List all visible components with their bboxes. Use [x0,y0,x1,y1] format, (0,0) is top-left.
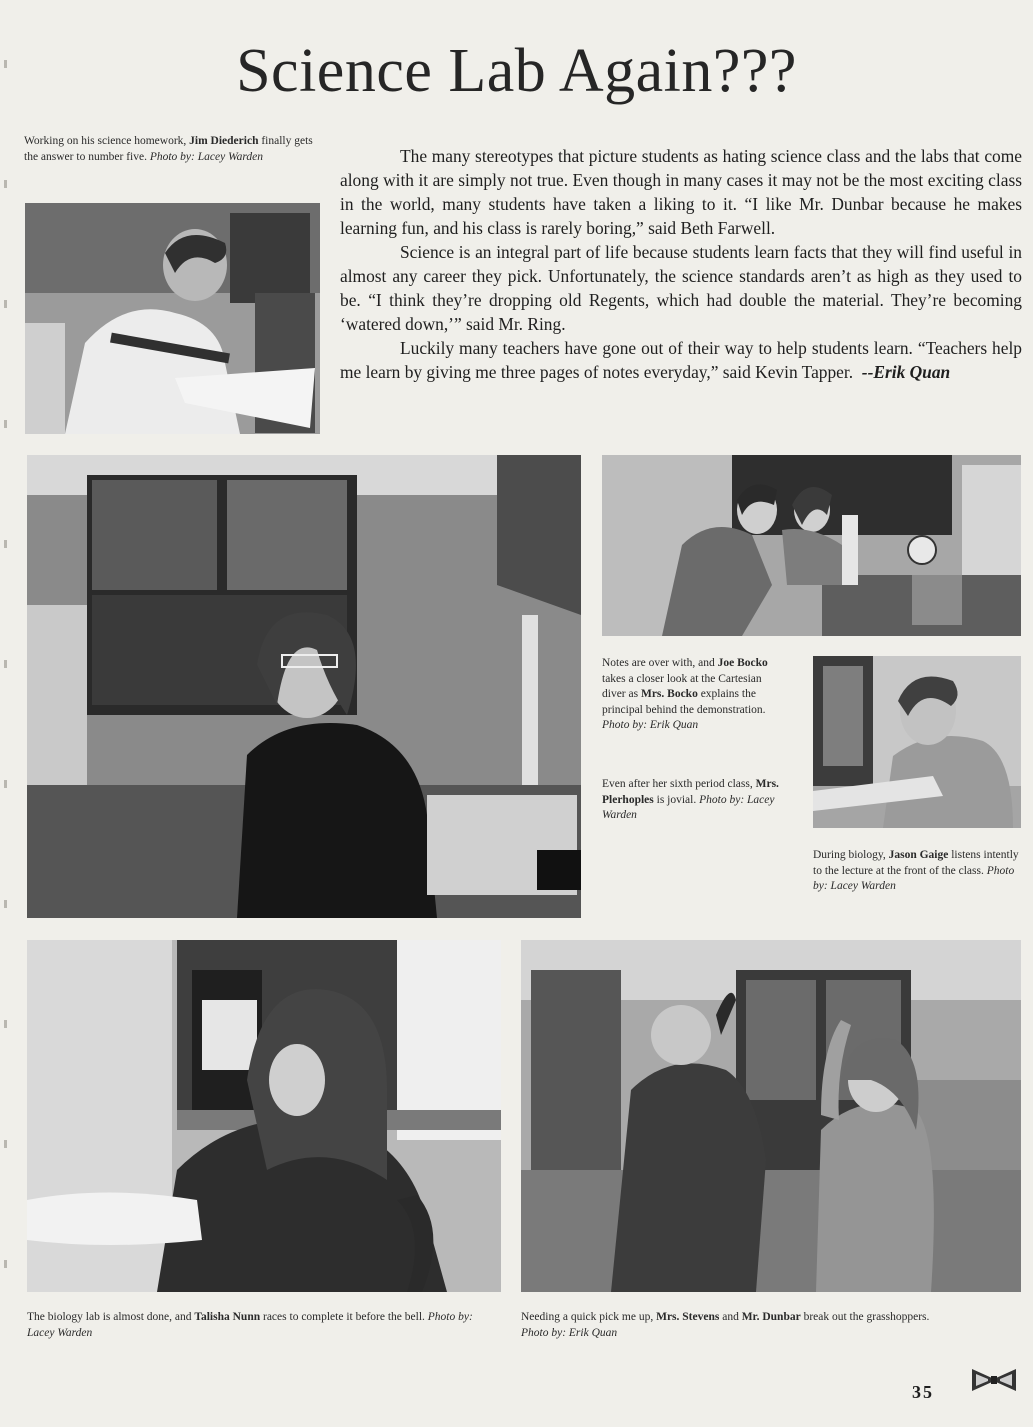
article-paragraph: Science is an integral part of life because students learn facts that they will find useful in almost any career they pick. Unfortunately, the science standards aren’t as high as they used to be. “I think they’re dropping old Regents, which had double the material. They’re becoming ‘watered down,’” said Mr. Ring. [340,242,1022,334]
cartesian-diver-demonstration-photo [602,455,1021,636]
caption-text: Notes are over with, and [602,657,718,669]
caption-person-name: Talisha Nunn [194,1311,261,1323]
caption-text: races to complete it before the bell. [260,1311,425,1323]
bow-tie-icon [970,1367,1018,1393]
caption-text: During biology, [813,849,889,861]
caption-text: Even after her sixth period class, [602,778,756,790]
caption-person-name: Joe Bocko [717,657,768,669]
caption-text: Needing a quick pick me up, [521,1311,657,1323]
caption-person-name: Mr. Dunbar [741,1311,801,1323]
caption-text: The biology lab is almost done, and [27,1311,195,1323]
caption-cartesian-diver [602,656,785,734]
photo-credit: Photo by: Lacey Warden [149,150,263,163]
caption-person-name: Jim Diederich [189,135,259,147]
caption-person-name: Mrs. Bocko [640,688,698,701]
page-title: Science Lab Again??? [236,37,797,105]
binder-edge [0,0,14,1422]
teachers-eating-grasshoppers-photo [521,940,1021,1292]
article-paragraph [340,336,1022,384]
student-listening-in-biology-photo [813,656,1021,828]
caption-person-name: Mrs. Plerhoples [602,778,779,806]
caption-teacher-jovial [602,777,787,824]
caption-homework [24,134,322,165]
caption-text: explains the principal behind the demonstration. [602,688,766,716]
caption-person-name: Mrs. Stevens [656,1311,720,1323]
teacher-smiling-in-lab-photo [27,455,581,918]
caption-text: listens intently to the lecture at the front of the class. [813,849,1019,877]
caption-person-name: Jason Gaige [888,849,949,861]
caption-text: takes a closer look at the Cartesian diver as [602,672,762,701]
caption-text: is jovial. [653,793,697,806]
page-number: 35 [912,1382,934,1402]
photo-credit: Photo by: Erik Quan [602,719,699,732]
photo-credit: Photo by: Lacey Warden [602,793,775,822]
caption-grasshoppers [521,1310,1023,1341]
photo-credit: Photo by: Lacey Warden [813,864,1015,893]
caption-text: finally gets the answer to number five. [24,135,313,163]
student-writing-homework-photo [25,203,320,434]
caption-text: Working on his science homework, [24,135,190,147]
caption-biology-lecture [813,848,1022,895]
photo-credit: Photo by: Erik Quan [521,1326,618,1339]
photo-credit: Photo by: Lacey Warden [27,1311,473,1339]
student-finishing-biology-lab-photo [27,940,501,1292]
article-body [340,144,1022,384]
article-paragraph: The many stereotypes that picture students as hating science class and the labs that come along with it are simply not true. Even though in many cases it may not be the most exciting class in the world, many students have taken a liking to it. “I like Mr. Dunbar because he makes learning fun, and his class is rarely boring,” said Beth Farwell. [340,146,1022,238]
caption-biology-lab [27,1310,501,1341]
byline: --Erik Quan [861,362,951,382]
caption-text: break out the grasshoppers. [800,1311,930,1323]
caption-text: and [719,1311,742,1323]
article-text: Luckily many teachers have gone out of their way to help students learn. “Teachers help me learn by giving me three pages of notes everyday,” said Kevin Tapper. [340,338,1022,382]
